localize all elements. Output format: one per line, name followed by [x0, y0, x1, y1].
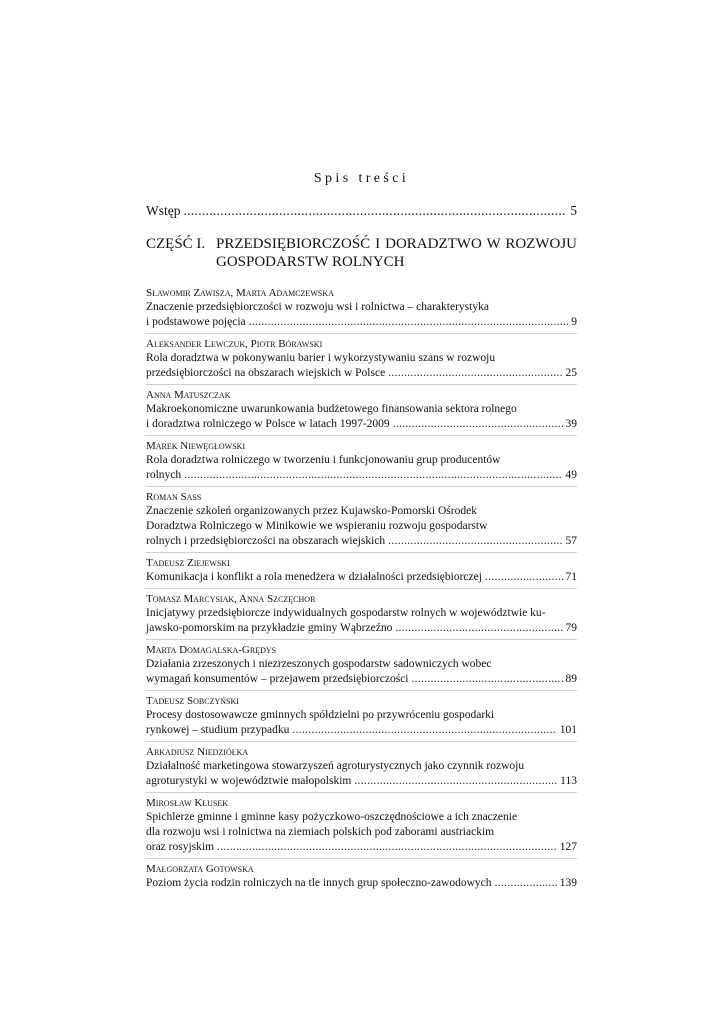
entry-page-number: 113: [560, 775, 577, 787]
entry-title-line: jawsko-pomorskim na przykładzie gminy Wąbrzeźno: [146, 622, 393, 634]
entry-page-number: 49: [565, 469, 577, 481]
entry-page-number: 101: [559, 724, 577, 736]
entry-last-line: [146, 876, 577, 891]
entry-authors: Aleksander Lewczuk, Piotr Bórawski: [146, 338, 323, 350]
entry-authors: Mirosław Kłusek: [146, 797, 229, 809]
entry-last-line: [146, 417, 577, 432]
entry-title-line: Działalność marketingowa stowarzyszeń agroturystycznych jako czynnik rozwoju: [146, 760, 525, 772]
intro-page-number: 5: [570, 203, 577, 218]
entry-last-line: [146, 621, 577, 636]
entry-last-line: [146, 723, 577, 738]
entry-authors: Tadeusz Sobczyński: [146, 695, 239, 707]
entry-title-line: Rola doradztwa rolniczego w tworzeniu i funkcjonowaniu grup producentów: [146, 454, 501, 466]
entry-page-number: 71: [565, 571, 577, 583]
entry-page-number: 57: [565, 535, 577, 547]
entry-authors: Anna Matuszczak: [146, 389, 231, 401]
entry-title-line: przedsiębiorczości na obszarach wiejskich w Polsce: [146, 367, 386, 379]
entry-title-line: agroturystyki w województwie małopolskim: [146, 775, 352, 787]
entry-title-line: oraz rosyjskim: [146, 841, 215, 853]
toc-intro-entry[interactable]: [146, 203, 577, 219]
dot-leader: [217, 840, 557, 855]
toc-entry[interactable]: [146, 690, 577, 738]
toc-entry[interactable]: [146, 286, 577, 330]
toc-entry[interactable]: [146, 588, 577, 636]
dot-leader: [184, 468, 562, 483]
dot-leader: [393, 417, 563, 432]
entry-authors: Marek Niewęgłowski: [146, 440, 246, 452]
toc-title: Spis treści: [313, 171, 410, 186]
entry-title-line: Rola doradztwa w pokonywaniu barier i wykorzystywaniu szans w rozwoju: [146, 352, 496, 364]
entry-title-line: dla rozwoju wsi i rolnictwa na ziemiach polskich pod zaborami austriackim: [146, 826, 495, 838]
toc-entry[interactable]: [146, 333, 577, 381]
toc-entry[interactable]: [146, 384, 577, 432]
entry-page-number: 39: [565, 418, 577, 430]
entry-page-number: 79: [565, 622, 577, 634]
entry-page-number: 25: [565, 367, 577, 379]
dot-leader: [495, 876, 557, 891]
dot-leader: [249, 315, 569, 330]
toc-entry[interactable]: [146, 792, 577, 855]
entry-page-number: 9: [571, 316, 577, 328]
entry-last-line: [146, 315, 577, 330]
dot-leader: [354, 774, 557, 789]
entry-authors: Sławomir Zawisza, Marta Adamczewska: [146, 287, 334, 299]
dot-leader: [184, 203, 568, 219]
intro-label: Wstęp: [146, 203, 181, 218]
dot-leader: [485, 570, 563, 585]
entry-title-line: Działania zrzeszonych i niezrzeszonych gospodarstw sadowniczych wobec: [146, 658, 492, 670]
entry-page-number: 139: [559, 877, 577, 889]
entry-authors: Marta Domagalska-Grędys: [146, 644, 277, 656]
toc-entry[interactable]: [146, 552, 577, 585]
part-heading: [146, 235, 577, 271]
entry-title-line: Procesy dostosowawcze gminnych spółdzielni po przywróceniu gospodarki: [146, 709, 495, 721]
part-title-line-1: PRZEDSIĘBIORCZOŚĆ I DORADZTWO W ROZWOJU: [216, 236, 577, 252]
toc-entry-list: [146, 286, 577, 894]
entry-authors: Tadeusz Ziejewski: [146, 557, 230, 569]
entry-last-line: [146, 366, 577, 381]
dot-leader: [388, 534, 562, 549]
dot-leader: [388, 366, 562, 381]
entry-title-line: rynkowej – studium przypadku: [146, 724, 290, 736]
toc-entry[interactable]: [146, 858, 577, 891]
toc-entry[interactable]: [146, 486, 577, 549]
entry-last-line: [146, 468, 577, 483]
entry-title-line: Inicjatywy przedsiębiorcze indywidualnych gospodarstw rolnych w województwie ku-: [146, 607, 546, 619]
entry-last-line: [146, 840, 577, 855]
entry-title-line: Doradztwa Rolniczego w Minikowie we wspieraniu rozwoju gospodarstw: [146, 520, 488, 532]
entry-title-line: rolnych i przedsiębiorczości na obszarach wiejskich: [146, 535, 386, 547]
entry-title-line: Makroekonomiczne uwarunkowania budżetowego finansowania sektora rolnego: [146, 403, 517, 415]
entry-last-line: [146, 534, 577, 549]
entry-title-line: Komunikacja i konflikt a rola menedżera w działalności przedsiębiorczej: [146, 571, 482, 583]
entry-title-line: Znaczenie przedsiębiorczości w rozwoju wsi i rolnictwa – charakterystyka: [146, 301, 489, 313]
entry-page-number: 89: [565, 673, 577, 685]
dot-leader: [395, 621, 562, 636]
entry-last-line: [146, 672, 577, 687]
entry-last-line: [146, 570, 577, 585]
part-title-line-2: GOSPODARSTW ROLNYCH: [216, 254, 405, 270]
dot-leader: [412, 672, 563, 687]
entry-title-line: wymagań konsumentów – przejawem przedsiębiorczości: [146, 673, 409, 685]
entry-authors: Małgorzata Gotowska: [146, 863, 254, 875]
entry-title-line: Spichlerze gminne i gminne kasy pożyczkowo-oszczędnościowe a ich znaczenie: [146, 811, 518, 823]
entry-title-line: i podstawowe pojęcia: [146, 316, 246, 328]
entry-title-line: Znaczenie szkoleń organizowanych przez Kujawsko-Pomorski Ośrodek: [146, 505, 477, 517]
entry-title-line: rolnych: [146, 469, 182, 481]
entry-authors: Tomasz Marcysiak, Anna Szczęchor: [146, 593, 316, 605]
entry-authors: Roman Sass: [146, 491, 202, 503]
entry-last-line: [146, 774, 577, 789]
toc-entry[interactable]: [146, 639, 577, 687]
toc-entry[interactable]: [146, 741, 577, 789]
entry-page-number: 127: [559, 841, 577, 853]
toc-entry[interactable]: [146, 435, 577, 483]
entry-title-line: i doradztwa rolniczego w Polsce w latach 1997-2009: [146, 418, 390, 430]
dot-leader: [292, 723, 556, 738]
part-number: CZĘŚĆ I.: [146, 236, 206, 252]
entry-title-line: Poziom życia rodzin rolniczych na tle innych grup społeczno-zawodowych: [146, 877, 492, 889]
entry-authors: Arkadiusz Niedziółka: [146, 746, 249, 758]
